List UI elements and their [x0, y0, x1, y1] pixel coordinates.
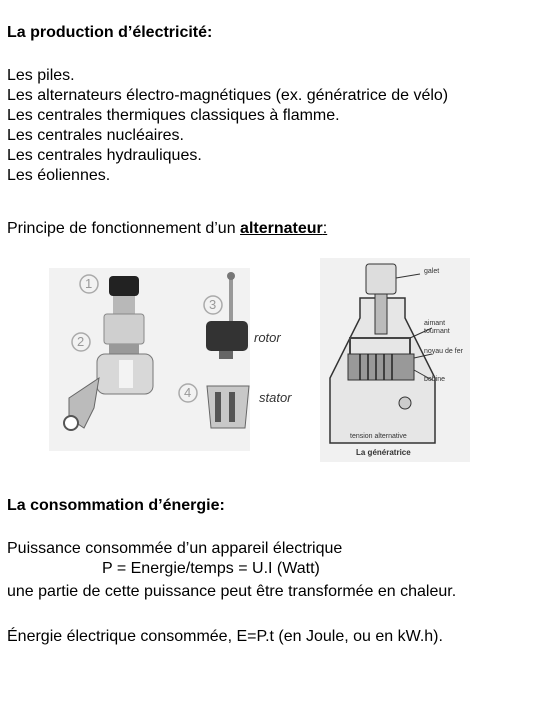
list-item: Les éoliennes.	[7, 167, 111, 184]
power-line: Puissance consommée d’un appareil électrique	[7, 540, 343, 557]
list-item: Les centrales hydrauliques.	[7, 147, 202, 164]
production-list	[7, 66, 448, 186]
label-bobine: bobine	[424, 376, 446, 383]
heat-line: une partie de cette puissance peut être transformée en chaleur.	[7, 583, 457, 600]
section-title-production: La production d’électricité:	[7, 24, 213, 41]
power-formula: P = Energie/temps = U.I (Watt)	[102, 560, 320, 577]
list-item: Les piles.	[7, 67, 75, 84]
label-noyau: noyau de fer	[424, 348, 463, 355]
dynamo-photo-image	[49, 268, 250, 451]
diagram-caption: La génératrice	[356, 448, 411, 457]
list-item: Les centrales nucléaires.	[7, 127, 184, 144]
label-galet: galet	[424, 268, 440, 275]
principle-line	[7, 219, 327, 239]
number-label-4: 4	[184, 385, 192, 400]
number-label-1: 1	[85, 276, 93, 291]
list-item: Les centrales thermiques classiques à flamme.	[7, 107, 340, 124]
label-aimant: aimant tournant	[424, 320, 450, 335]
stator-label: stator	[259, 390, 292, 405]
generator-diagram	[320, 258, 470, 462]
label-tension: tension alternative	[350, 433, 407, 440]
number-label-2: 2	[77, 334, 85, 349]
principle-bold: alternateur:	[240, 220, 328, 237]
section-title-consommation: La consommation d’énergie:	[7, 497, 225, 514]
energy-line: Énergie électrique consommée, E=P.t (en Joule, ou en kW.h).	[7, 628, 443, 645]
generator-diagram-image	[320, 258, 470, 462]
list-item: Les alternateurs électro-magnétiques (ex. génératrice de vélo)	[7, 87, 449, 104]
rotor-label: rotor	[254, 330, 281, 345]
principle-prefix: Principe de fonctionnement d’un	[7, 220, 241, 237]
dynamo-photo	[49, 268, 250, 451]
number-label-3: 3	[209, 297, 217, 312]
